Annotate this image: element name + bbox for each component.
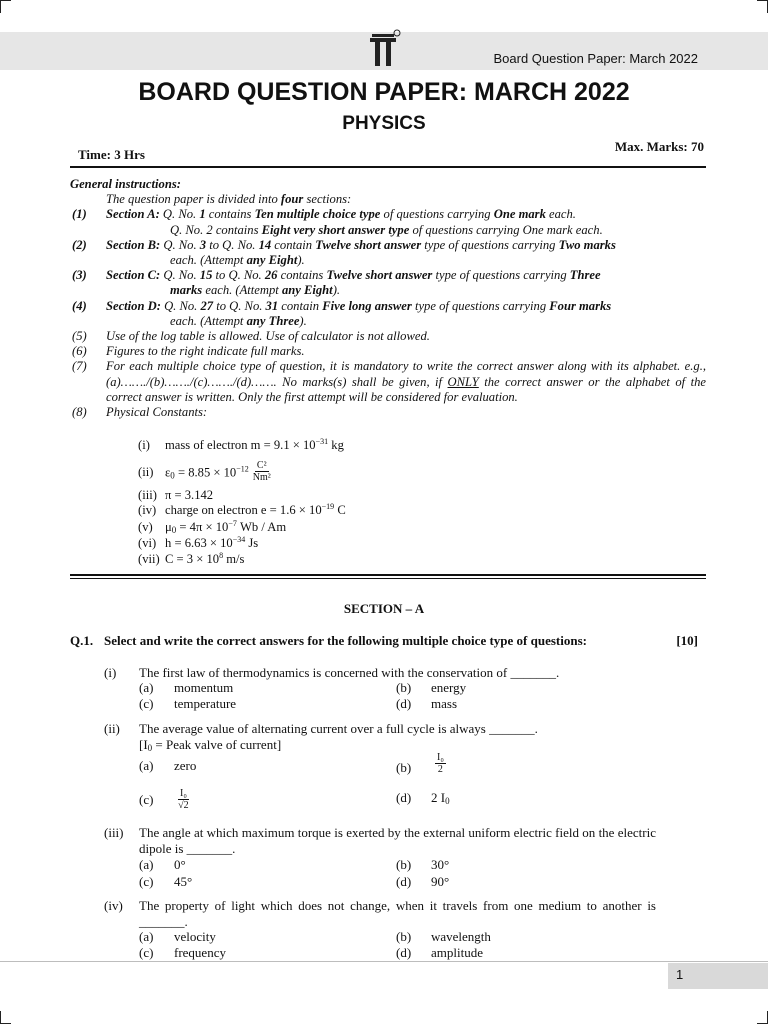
constant-electron-mass: (i) mass of electron $m = 9.1 \times 10^{-31}$ kg	[138, 437, 344, 452]
crop-mark-top-right	[757, 0, 768, 13]
instructions-intro: The question paper is divided into four sections:	[106, 192, 352, 207]
instruction-4: (4) Section D: Q. No. 27 to Q. No. 31 contain Five long answer type of questions carrying Four marks each. (Attempt any Three).	[72, 298, 612, 328]
crop-mark-bottom-right	[757, 1011, 768, 1024]
question-iii: (iii) The angle at which maximum torque is exerted by the external uniform electric field on the electric dipole is _______.	[104, 825, 656, 856]
question-i: (i) The first law of thermodynamics is concerned with the conservation of _______.	[104, 665, 560, 680]
option-ii-c: (c) $\frac{\text{I₀}}{√2}$	[139, 788, 189, 811]
option-i-d: (d) mass	[396, 696, 457, 711]
question-1-heading: Q.1. Select and write the correct answers for the following multiple choice type of questions: [10]	[70, 633, 698, 648]
question-1-marks: [10]	[676, 633, 698, 648]
question-ii: (ii) The average value of alternating current over a full cycle is always _______. [$I_0$ = Peak valve of current]	[104, 721, 656, 752]
page-number: 1	[676, 967, 684, 982]
option-iv-c: (c) frequency	[139, 945, 226, 960]
instruction-2: (2) Section B: Q. No. 3 to Q. No. 14 contain Twelve short answer type of questions carrying Two marks each. (Attempt any Eight).	[72, 237, 616, 268]
option-iii-c: (c) 45°	[139, 874, 193, 889]
option-iv-a: (a) velocity	[139, 929, 216, 944]
instruction-7: (7) For each multiple choice type of question, it is mandatory to write the correct answer along with its alphabet. e.g., (a)……./(b)……./(c)……./(d)……. No marks(s) shall be given, if ONLY the correct answer or the alphabet of the correct answer is written. Only the first attempt will be considered for evaluation.	[72, 359, 706, 404]
option-i-c: (c) temperature	[139, 696, 237, 711]
paper-title: BOARD QUESTION PAPER: MARCH 2022	[138, 78, 630, 106]
constant-planck: (vi) $h = 6.63 \times 10^{-34}$ Js	[138, 535, 259, 550]
time-allowed: Time: 3 Hrs	[78, 147, 145, 162]
constant-pi: (iii) π = 3.142	[138, 488, 214, 502]
option-i-a: (a) momentum	[139, 680, 234, 695]
instruction-6: (6) Figures to the right indicate full marks.	[72, 344, 305, 359]
section-a-heading: SECTION – A	[343, 601, 425, 616]
instruction-5: (5) Use of the log table is allowed. Use of calculator is not allowed.	[72, 329, 430, 344]
paper-subject: PHYSICS	[342, 113, 426, 134]
option-iii-d: (d) 90°	[396, 874, 450, 889]
option-iv-d: (d) amplitude	[396, 945, 483, 960]
instructions-heading: General instructions:	[70, 177, 181, 191]
instruction-1b: Q. No. 2 contains Eight very short answer type of questions carrying One mark each.	[170, 222, 603, 237]
option-ii-b: (b) $\frac{\text{I₀}}{2}$	[396, 752, 444, 776]
option-iii-a: (a) 0°	[139, 857, 186, 872]
option-ii-a: (a) zero	[139, 758, 197, 773]
question-iv: (iv) The property of light which does not change, when it travels from one medium to another is _______.	[104, 898, 656, 929]
crop-mark-top-left	[0, 0, 11, 13]
instruction-1: (1) Section A: Q. No. 1 contains Ten multiple choice type of questions carrying One mark each.	[72, 207, 576, 222]
running-header-title: Board Question Paper: March 2022	[493, 51, 698, 66]
instruction-8: (8) Physical Constants:	[72, 405, 208, 420]
instruction-3: (3) Section C: Q. No. 15 to Q. No. 26 contains Twelve short answer type of questions carrying Three marks each. (Attempt any Eight).	[72, 268, 601, 298]
question-ii-note: [$I_0$ = Peak valve of current]	[139, 736, 282, 753]
footer-divider	[0, 961, 768, 962]
constant-permittivity: (ii) $\varepsilon_0 = 8.85 \times 10^{-12}$ $\frac{\text{C²}}{\text{Nm²}}$	[138, 460, 271, 483]
option-iv-b: (b) wavelength	[396, 929, 491, 944]
title-divider	[70, 166, 706, 168]
constant-light-speed: (vii) $C = 3 \times 10^8$ m/s	[138, 551, 245, 566]
crop-mark-bottom-left	[0, 1011, 11, 1024]
constant-electron-charge: (iv) charge on electron $e = 1.6 \times 10^{-19}$ C	[138, 502, 346, 517]
general-instructions	[70, 177, 706, 420]
instructions-divider-bottom	[70, 578, 706, 579]
publisher-logo-icon	[366, 28, 402, 68]
option-iii-b: (b) 30°	[396, 857, 450, 872]
constant-permeability: (v) $\mu_0 = 4\pi \times 10^{-7}$ Wb / Am	[138, 519, 287, 535]
option-ii-d: (d) 2 $I_0$	[396, 790, 450, 806]
option-i-b: (b) energy	[396, 680, 467, 695]
max-marks: Max. Marks: 70	[614, 139, 704, 154]
instructions-divider-top	[70, 574, 706, 576]
